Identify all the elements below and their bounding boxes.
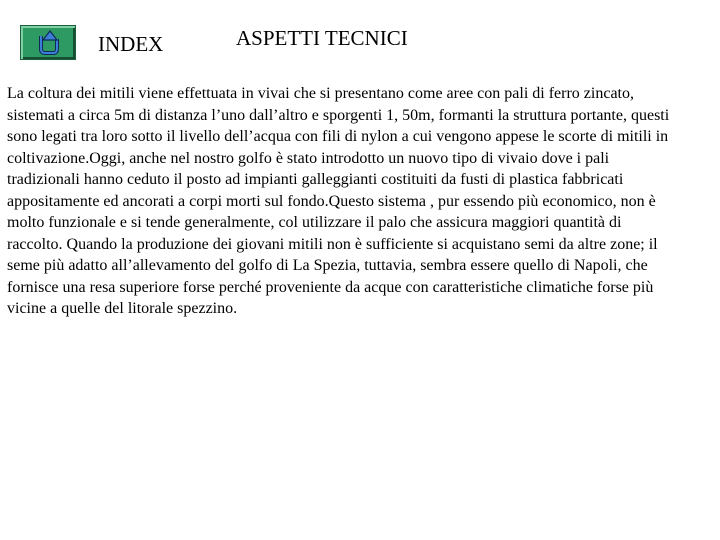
back-button[interactable] bbox=[20, 25, 76, 60]
page-title: ASPETTI TECNICI bbox=[236, 26, 408, 50]
body-paragraph: La coltura dei mitili viene effettuata in vivai che si presentano come aree con pali di ferro zincato, sistemati a circa 5m di distanza l’uno dall’altro e sporgenti 1, 50m, formanti la struttura portante, questi sono legati tra loro sotto il livello dell’acqua con fili di nylon a cui vengono appese le scorte di mitili in coltivazione.Oggi, anche nel nostro golfo è stato introdotto un nuovo tipo di vivaio dove i pali tradizionali hanno ceduto il posto ad impianti galleggianti costituiti da fusti di plastica fabbricati appositamente ed ancorati a corpi morti sul fondo.Questo sistema , pur essendo più economico, non è molto funzionale e si tende generalmente, col utilizzare il palo che assicura maggiori quantità di raccolto. Quando la produzione dei giovani mitili non è sufficiente si acquistano semi da altre zone; il seme più adatto all’allevamento del golfo di La Spezia, tuttavia, sembra essere quello di Napoli, che fornisce una resa superiore forse perché proveniente da acque con caratteristiche climatiche forse più vicine a quelle del litorale spezzino. bbox=[7, 85, 670, 317]
u-turn-arrow-icon bbox=[37, 30, 61, 56]
index-link[interactable]: INDEX bbox=[98, 32, 164, 56]
